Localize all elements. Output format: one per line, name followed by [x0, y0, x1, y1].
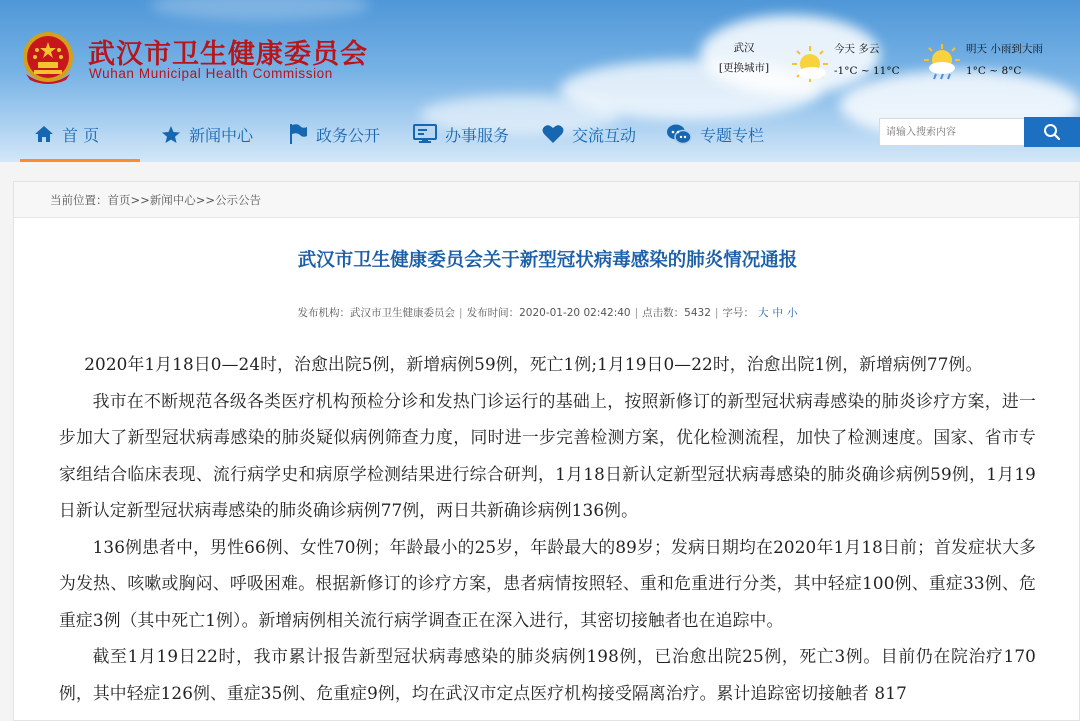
font-size-medium-button[interactable]: 中 [772, 307, 783, 319]
font-size-small-button[interactable]: 小 [786, 307, 798, 319]
font-size-label: 字号： [722, 307, 754, 319]
nav-label: 专题专栏 [700, 125, 765, 145]
change-city-link[interactable]: [更换城市] [718, 62, 770, 74]
article-title: 武汉市卫生健康委员会关于新型冠状病毒感染的肺炎情况通报 [297, 250, 798, 271]
publisher-label: 发布机构： [297, 307, 351, 319]
meta-separator: | [634, 307, 639, 319]
article-paragraph: 136例患者中，男性66例、女性70例；年龄最小的25岁，年龄最大的89岁；发病日期均在2020年1月18日前；首发症状大多为发热、咳嗽或胸闷、呼吸困难。根据新修订的诊疗方案，患者病情按照轻、重和危重进行分类，其中轻症100例、重症33例、危重症3例（其中死亡1例）。新增病例相关流行病学调查正在深入进行，其密切接触者也在追踪中。 [59, 536, 1036, 630]
article-paragraph: 我市在不断规范各级各类医疗机构预检分诊和发热门诊运行的基础上，按照新修订的新型冠状病毒感染的肺炎诊疗方案，进一步加大了新型冠状病毒感染的肺炎疑似病例筛查力度，同时进一步完善检测方案，优化检测流程，加快了检测速度。国家、省市专家组结合临床表现、流行病学史和病原学检测结果进行综合研判，1月18日新认定新型冠状病毒感染的肺炎确诊病例59例，1月19日新认定新型冠状病毒感染的肺炎确诊病例77例，两日共新确诊病例136例。 [59, 390, 1036, 520]
meta-separator: | [714, 307, 719, 319]
weather-today [834, 38, 900, 82]
sky-cloud [150, 0, 370, 20]
breadcrumb-separator: >> [195, 193, 216, 207]
tomorrow-temperature: 1°C ~ 8°C [966, 65, 1022, 77]
nav-item-news[interactable] [161, 121, 253, 147]
nav-item-interaction[interactable] [542, 121, 636, 147]
nav-item-topics[interactable] [666, 121, 764, 147]
weather-city [718, 38, 770, 78]
monitor-icon [413, 124, 437, 144]
chat-icon [666, 123, 692, 145]
clicks-value: 5432 [684, 307, 711, 319]
site-subtitle-en: Wuhan Municipal Health Commission [89, 66, 333, 81]
home-icon [34, 125, 54, 143]
article-paragraph: 截至1月19日22时，我市累计报告新型冠状病毒感染的肺炎病例198例，已治愈出院25例，死亡3例。目前仍在院治疗170例，其中轻症126例、重症35例、危重症9例，均在武汉市定点医疗机构接受隔离治疗。累计追踪密切接触者 817 [59, 646, 1036, 703]
flag-icon [288, 123, 308, 145]
site-header [0, 0, 1080, 162]
nav-active-indicator [20, 159, 140, 162]
weather-tomorrow [966, 38, 1043, 82]
article-body [59, 346, 1036, 711]
heart-icon [542, 124, 564, 144]
nav-label: 首 页 [62, 125, 100, 145]
article-meta [14, 305, 1080, 320]
city-name: 武汉 [733, 42, 755, 54]
nav-label: 政务公开 [316, 125, 381, 145]
search-input[interactable] [879, 118, 1025, 146]
time-value: 2020-01-20 02:42:40 [519, 307, 631, 319]
site-title: 武汉市卫生健康委员会 [88, 39, 368, 70]
publisher-value: 武汉市卫生健康委员会 [350, 307, 456, 319]
breadcrumb-link-home[interactable]: 首页 [107, 193, 131, 207]
breadcrumb-link-notices[interactable]: 公示公告 [215, 193, 262, 207]
today-forecast: 今天 多云 [834, 43, 880, 55]
nav-label: 办事服务 [445, 125, 510, 145]
breadcrumb-label: 当前位置： [50, 193, 108, 207]
search-icon [1043, 123, 1061, 141]
today-temperature: -1°C ~ 11°C [834, 65, 900, 77]
tomorrow-forecast: 明天 小雨到大雨 [966, 43, 1043, 55]
time-label: 发布时间： [466, 307, 520, 319]
article-paragraph: 2020年1月18日0—24时，治愈出院5例，新增病例59例，死亡1例;1月19日0—22时，治愈出院1例，新增病例77例。 [84, 354, 983, 374]
breadcrumb-link-news[interactable]: 新闻中心 [149, 193, 196, 207]
article-panel [13, 181, 1080, 721]
nav-label: 交流互动 [572, 125, 637, 145]
search-button[interactable] [1024, 117, 1080, 147]
meta-separator: | [459, 307, 463, 319]
national-emblem-icon [20, 30, 76, 86]
clicks-label: 点击数： [642, 307, 685, 319]
nav-item-services[interactable] [413, 121, 509, 147]
breadcrumb-separator: >> [130, 193, 150, 207]
partly-cloudy-icon [790, 44, 830, 84]
nav-label: 新闻中心 [189, 125, 254, 145]
sun-rain-icon [922, 42, 962, 82]
star-icon [161, 125, 181, 144]
nav-item-home[interactable] [34, 121, 99, 147]
breadcrumb [14, 182, 1079, 218]
nav-item-government[interactable] [288, 121, 380, 147]
font-size-large-button[interactable]: 大 [757, 307, 769, 319]
